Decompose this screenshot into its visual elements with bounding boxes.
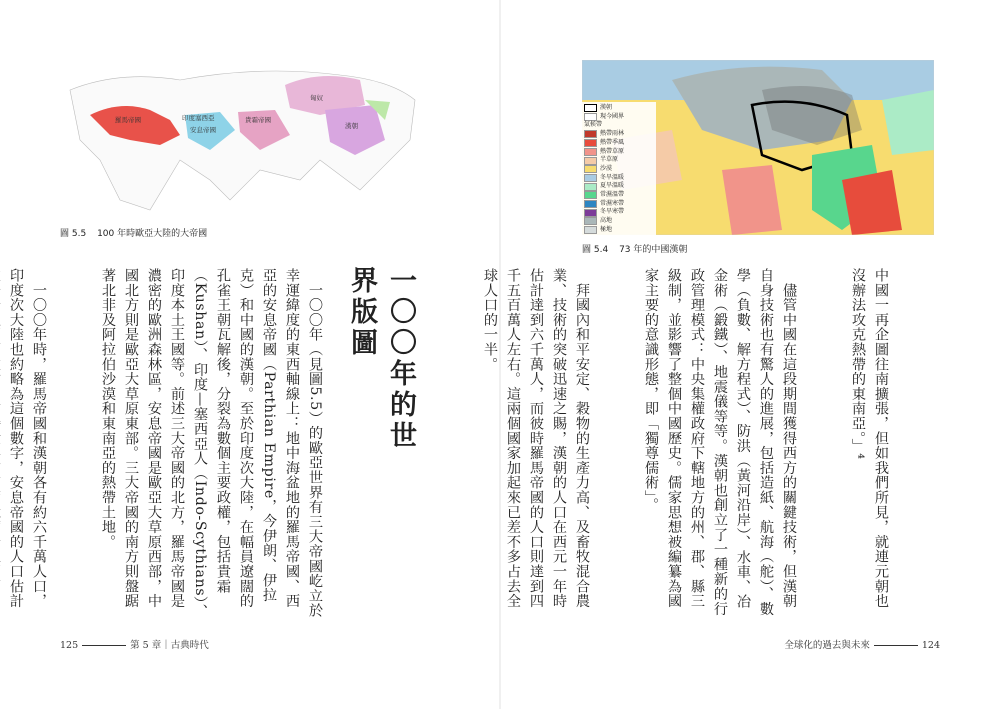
paragraph: 儘管中國在這段期間獲得西方的關鍵技術，但漢朝自身技術也有驚人的進展，包括造紙、航海（舵）、數學（負數、解方程式）、防洪（黃河沿岸）、水車、冶金術（鍛鐵）、地震儀等等。漢朝也創立了一種新的行政管理模式：中央集權政府下轄地方的州、郡、縣三級制，並影響了整個中國歷史。儒家思想被編纂為國家主要的意識形態，即「獨尊儒術」。 xyxy=(643,268,797,617)
legend-swatch xyxy=(584,174,597,182)
legend-swatch xyxy=(584,130,597,138)
chapter-title: 第 5 章｜古典時代 xyxy=(130,640,209,651)
legend-item xyxy=(584,182,654,191)
legend-swatch xyxy=(584,148,597,156)
footer-rule xyxy=(874,645,918,646)
legend-item xyxy=(584,226,654,235)
page-number: 125 xyxy=(60,640,79,651)
legend-swatch xyxy=(584,226,597,234)
legend-swatch xyxy=(584,157,597,165)
legend-swatch xyxy=(584,200,597,208)
label-rome: 羅馬帝國 xyxy=(115,116,141,124)
legend-item xyxy=(584,130,654,139)
legend-item xyxy=(584,208,654,217)
figure-number: 圖 5.5 xyxy=(60,229,87,239)
figure-caption-text: 73 年的中國漢朝 xyxy=(619,245,688,255)
legend-label: 常濕溫帶 xyxy=(600,191,625,199)
legend-label: 氣候帶 xyxy=(584,121,603,129)
legend-label: 常濕寒帶 xyxy=(600,199,625,207)
paragraph: 一〇〇年（見圖5.5）的歐亞世界有三大帝國屹立於幸運緯度的東西軸線上：地中海盆地的羅馬帝國、西亞的安息帝國（Parthian Empire，今伊朗、伊拉克）和中國的漢朝。至於印度次大陸，在幅員遼闊的孔雀王朝瓦解後，分裂為數個主要政權，包括貴霜（Kushan）、印度—塞西亞人（Indo-Scythians）、印度本土王國等。前述三大帝國的北方，羅馬帝國是濃密的歐洲森林區，安息帝國是歐亞大草原西部，中國北方則是歐亞大草原東部。三大帝國的南方則盤踞著北非及阿拉伯沙漠和東南亞的熱帶土地。 xyxy=(100,268,323,619)
legend-label: 冬旱溫暖 xyxy=(600,173,625,181)
right-body-text xyxy=(482,268,938,620)
section-heading: 一〇〇年的世界版圖 xyxy=(346,266,416,452)
label-indo-scythian: 印度塞西亞 xyxy=(182,114,215,122)
legend-swatch xyxy=(584,165,597,173)
left-body-text xyxy=(8,268,372,620)
figure-number: 圖 5.4 xyxy=(582,245,609,255)
legend-label: 熱帶草原 xyxy=(600,147,625,155)
figure-caption-5-4 xyxy=(582,242,687,255)
legend-item xyxy=(584,217,654,226)
legend-item xyxy=(584,139,654,148)
legend-label: 現今國界 xyxy=(600,112,625,120)
map-graphic xyxy=(60,60,420,218)
legend-item xyxy=(584,148,654,157)
legend-label: 沙漠 xyxy=(600,164,613,172)
legend-label: 熱帶季風 xyxy=(600,138,625,146)
paragraph: 中國一再企圖往南擴張，但如我們所見，就連元朝也沒辦法攻克熱帶的東南亞。」⁴ xyxy=(850,268,889,609)
legend-item xyxy=(584,191,654,200)
legend-swatch xyxy=(584,104,597,112)
label-parthia: 安息帝國 xyxy=(190,126,216,134)
left-footer xyxy=(60,637,209,651)
legend-label: 夏旱溫暖 xyxy=(600,182,625,190)
legend-label: 半草原 xyxy=(600,156,619,164)
legend-label: 高地 xyxy=(600,217,613,225)
book-title: 全球化的過去與未來 xyxy=(784,640,870,651)
page-number: 124 xyxy=(921,640,940,651)
figure-caption-5-5 xyxy=(60,226,207,239)
legend-item xyxy=(584,165,654,174)
legend-swatch xyxy=(584,113,597,121)
eurasia-empires-map xyxy=(60,60,420,218)
legend-swatch xyxy=(584,209,597,217)
legend-swatch xyxy=(584,217,597,225)
legend-item xyxy=(584,121,654,130)
legend-label: 極地 xyxy=(600,225,613,233)
paragraph: 一〇〇年時，羅馬帝國和漢朝各有約六千萬人口，印度次大陸也約略為這個數字，安息帝國的人口估計 xyxy=(8,268,47,609)
label-kushan: 貴霜帝國 xyxy=(245,116,271,124)
legend-label: 冬旱寒帶 xyxy=(600,208,625,216)
legend-label: 熱帶雨林 xyxy=(600,130,625,138)
legend-swatch xyxy=(584,183,597,191)
map-legend xyxy=(582,102,656,237)
label-han: 漢朝 xyxy=(345,122,358,130)
footer-rule xyxy=(82,645,126,646)
label-xiongnu: 匈奴 xyxy=(310,94,323,102)
figure-caption-text: 100 年時歐亞大陸的大帝國 xyxy=(97,229,208,239)
legend-swatch xyxy=(584,139,597,147)
legend-label: 漢朝 xyxy=(600,104,613,111)
right-footer xyxy=(784,637,940,651)
legend-item xyxy=(584,104,654,113)
legend-item xyxy=(584,156,654,165)
legend-swatch xyxy=(584,191,597,199)
paragraph: 拜國內和平安定、穀物的生產力高、及畜牧混合農業、技術的突破迅速之賜，漢朝的人口在西元一年時估計達到六千萬人，而彼時羅馬帝國的人口則達到四千五百萬人左右。這兩個國家加起來已差不多占去全球人口的一半。 xyxy=(482,268,590,609)
